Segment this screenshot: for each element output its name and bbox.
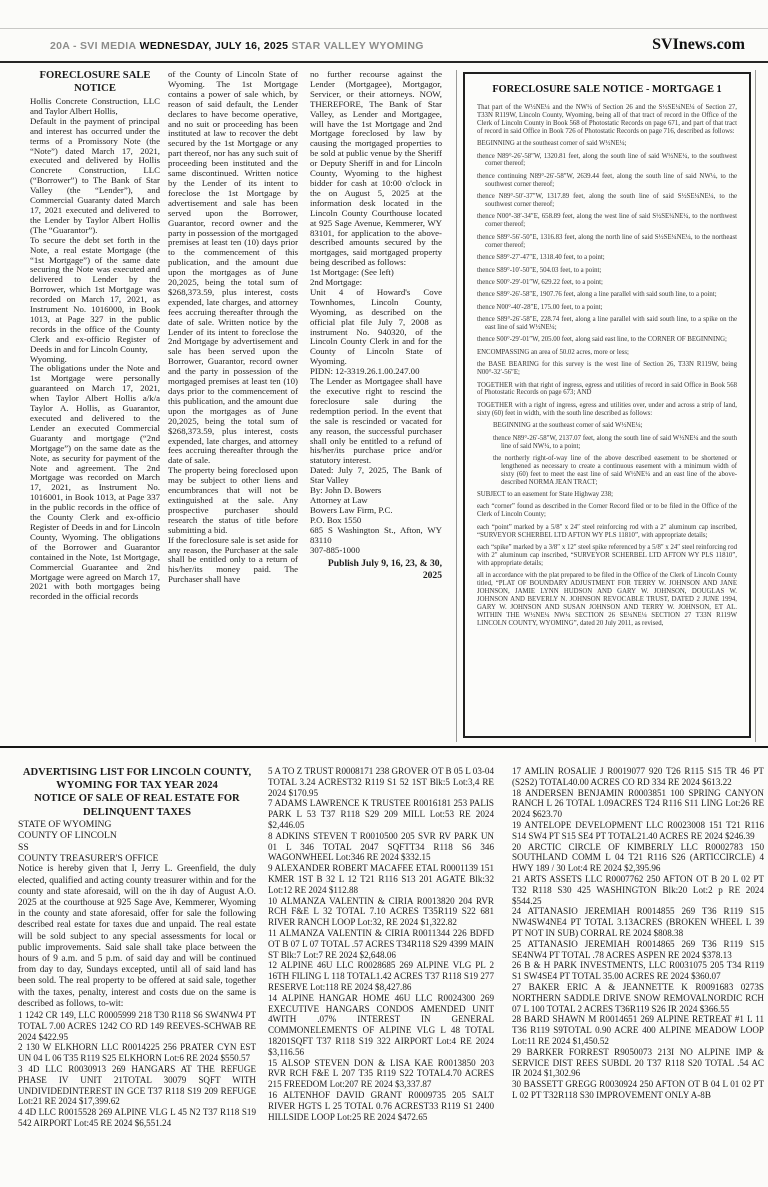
tax-entry: 30 BASSETT GREGG R0030924 250 AFTON OT B 04 L 01 02 PT L 02 PT T32R118 S30 IMPROVEMENT ONLY A-8B (512, 1079, 764, 1100)
notice-paragraph: 1st Mortgage: (See left) (310, 267, 394, 278)
legal-paragraph: each “point” marked by a 5/8″ x 24″ steel reinforcing rod with a 2″ aluminum cap inscribed, “SURVEYOR SCHERBEL LTD AFTON WY PLS 11810”, with appropriate details; (477, 523, 737, 539)
tax-entry: 2 130 W ELKHORN LLC R0014225 256 PRATER CYN EST UN 04 L 06 T35 R119 S25 ELKHORN Lot:6 RE 2024 $550.57 (18, 1042, 256, 1064)
notice-paragraph: To secure the debt set forth in the Note, a real estate Mortgage (the “1st Mortgage”) of the same date securing the Note was executed and delivered to Lender by the Borrower, which 1st Mortgage was recorded on March 17, 2021, as Instrument No. 1016000, in Book 1013, at Page 327 in the public records in the office of the County Clerk and ex-officio Register of Deeds in and for Lincoln County, (30, 234, 160, 354)
legal-paragraph: thence S89°-27′-47″E, 1318.40 feet, to a point; (477, 254, 605, 262)
legal-paragraph: thence S89°-26′-58″E, 228.74 feet, along a line parallel with said south line, to a spike on the east line of said W½NE¼; (477, 316, 737, 332)
notice-paragraph: P.O. Box 1550 (310, 514, 362, 525)
notice-paragraph: The Lender as Mortgagee shall have the executive right to rescind the foreclosure sale during the redemption period. In the event that the sale is rescinded or vacated for any reason, the successful purchaser shall only be entitled to a refund of his/her/its purchase price and/or statutory interest. (310, 376, 442, 466)
mortgage1-box-title: FORECLOSURE SALE NOTICE - MORTGAGE 1 (492, 84, 722, 95)
notice-paragraph: Unit 4 of Howard's Cove Townhomes, Lincoln County, Wyoming, as described on the official plat file July 7, 2008 as instrument No. 940320, of the Lincoln County Clerk in and for the County of Lincoln State of Wyoming. (310, 286, 442, 367)
legal-paragraph: the BASE BEARING for this survey is the west line of Section 26, T33N R119W, being N00°-32′-56″E; (477, 361, 737, 377)
legal-paragraph: thence N89°-50′-37″W, 1317.89 feet, along the south line of said S½SE¼NE¼, to the southwest corner thereof; (477, 193, 737, 209)
notice-paragraph: Hollis Concrete Construction, LLC and Taylor Albert Hollis, (30, 96, 160, 116)
tax-intro-lines (18, 819, 256, 865)
tax-entry: 1 1242 CR 149, LLC R0005999 218 T30 R118 S6 SW4NW4 PT TOTAL 7.00 ACRES 1242 CO RD 149 REEVES-SCHWAB RE 2024 $422.95 (18, 1010, 256, 1042)
foreclosure-title: FORECLOSURE SALE NOTICE (39, 70, 151, 94)
legal-paragraph: That part of the W½NE¼ and the NW¼ of Section 26 and the S½SE¼NE¼ of Section 27, T33N R119W, Lincoln County, Wyoming, being all of that tract of record in the Office of the Clerk of Lincoln County in Book 568 of Photostatic Records on page 671, and part of that tract of record in said Office in Book 726 of Photostatic Records on page 716, described as follows: (477, 104, 737, 135)
tax-heading-line: DELINQUENT TAXES (82, 806, 192, 818)
legal-paragraph: thence S00°-29′-01″W, 205.00 feet, along said east line, to the CORNER OF BEGINNING; (477, 336, 727, 344)
legal-paragraph: the northerly right-of-way line of the above described easement to be shortened or lengthened as necessary to create a continuous easement with a minimum width of sixty (60) feet to meet the east line of said W½NE¼ and an east line of the above-described NORMA JEAN TRACT; (493, 454, 737, 486)
legal-paragraph: each “corner” found as described in the Corner Record filed or to be filed in the Office of the Clerk of Lincoln County; (477, 503, 737, 519)
legal-paragraph: TOGETHER with that right of ingress, egress and utilities of record in said Office in Book 568 of Photostatic Records on page 673; AND (477, 381, 737, 397)
issue-date: WEDNESDAY, JULY 16, 2025 (139, 40, 289, 52)
legal-paragraph: thence N89°-26′-58″W, 1320.81 feet, along the south line of said W½NE¼, to the southwest corner thereof; (477, 152, 737, 168)
tax-heading (18, 766, 256, 819)
notice-paragraph: 307-885-1000 (310, 544, 360, 555)
legal-paragraph: thence S89°-26′-58″E, 1907.76 feet, along a line parallel with said south line, to a point; (477, 291, 717, 299)
tax-entry: 26 B & H PARK INVESTMENTS, LLC R0031075 205 T34 R119 S1 SW4SE4 PT TOTAL 35.00 ACRES RE 2024 $360.07 (512, 960, 764, 982)
tax-intro-line: STATE OF WYOMING (18, 818, 112, 830)
tax-entry: 7 ADAMS LAWRENCE K TRUSTEE R0016181 253 PALIS PARK L 53 T37 R118 S29 209 MILL Lot:53 RE 2024 $2,446.05 (268, 798, 494, 830)
legal-paragraph: thence N89°-26′-58″W, 2137.07 feet, along the south line of said W½NE¼ and the south line of said NW¼, to a point; (493, 434, 737, 450)
tax-entry: 11 ALMANZA VALENTIN & CIRIA R0011344 226 BDFD OT B 07 L 07 TOTAL .57 ACRES T34R118 S29 4399 MAIN ST Blk:7 Lot:7 RE 2024 $2,648.06 (268, 927, 494, 960)
masthead (0, 28, 768, 63)
website-label: SVInews.com (652, 36, 745, 53)
tax-entry: 8 ADKINS STEVEN T R0010500 205 SVR RV PARK UN 01 L 346 TOTAL 2047 SQFTT34 R118 S6 346 WAGONWHEEL Lot:346 RE 2024 $332.15 (268, 830, 494, 863)
legal-paragraph: thence S89°-10′-50″E, 504.03 feet, to a point; (477, 266, 602, 274)
notice-paragraph: The property being foreclosed upon may be subject to other liens and encumbrances that will not be extinguished at the sale. Any prospective purchaser should research the status of title before submitting a bid. (168, 465, 298, 535)
foreclosure-column-2 (168, 70, 298, 746)
notice-paragraph: 685 S Washington St., Afton, WY 83110 (310, 524, 442, 545)
tax-entry: 21 ARTS ASSETS LLC R0007762 250 AFTON OT B 20 L 02 PT T32 R118 S30 425 WASHINGTON Blk:20 Lot:2 p RE 2024 $544.25 (512, 873, 764, 906)
legal-paragraph: thence N00°-38′-34″E, 658.89 feet, along the west line of said S½SE¼NE¼, to the northwest corner thereof; (477, 213, 737, 229)
tax-entry: 20 ARCTIC CIRCLE OF KIMBERLY LLC R0002783 150 SOUTHLAND COMM L 04 T21 R116 S26 (ARTICCIRCLE) 4 HWY 189 / 30 Lot:4 RE 2024 $2,395.96 (512, 841, 764, 874)
legal-paragraph: thence S00°-29′-01″W, 629.22 feet, to a point; (477, 278, 603, 286)
tax-entries-col3 (512, 766, 764, 1101)
legal-paragraph: each “spike” marked by a 3/8″ x 12″ steel spike referenced by a 5/8″ x 24″ steel reinforcing rod with 2″ aluminum cap inscribed, “SURVEYOR SCHERBEL LTD AFTON WY PLS 11810”, with appropriate details; (477, 544, 737, 567)
notice-paragraph: 2nd Mortgage: (310, 277, 363, 288)
legal-paragraph: all in accordance with the plat prepared to be filed in the Office of the Clerk of Lincoln County titled, “PLAT OF BOUNDARY ADJUSTMENT FOR TERRY W. JOHNSON AND JANE JOHNSON, JAMIE LYNN HUDSON AND GARY W. JOHNSON, DOUGLAS W. JOHNSON AND BEVERLY N. JOHNSON REVOCABLE TRUST, DATED 2 JUNE 1994, GARY W. JOHNSON AND SUSAN JOHNSON AND TERRY W. JOHNSON, ET AL. WITHIN THE W½NE¼ NW¼ SECTION 26 SE¼NE¼ SECTION 27 T33N R119W LINCOLN COUNTY, WYOMING”, dated 20 July 2011, as revised, (477, 572, 737, 627)
foreclosure-column-3 (310, 70, 442, 746)
notice-paragraph: Default in the payment of principal and interest has occurred under the terms of a Promissory Note (the “Note”) dated March 17, 2021, executed and delivered by Hollis Concrete Construction, LLC (“Borrower”) to The Bank of Star Valley (the “Lender”), and Commercial Guaranty dated March 17, 2021 executed and delivered to the Lender by Taylor Albert Hollis (The “Guarantor”). (30, 115, 160, 235)
tax-entry: 14 ALPINE HANGAR HOME 46U LLC R0024300 269 EXECUTIVE HANGARS CONDOS AMENDED UNIT 4WITH .07% INTEREST IN GENERAL COMMONELEMENTS OF ALPINE VLG L 48 TOTAL 18201SQFT T37 R118 S19 322 AIRPORT Lot:4 RE 2024 $3,116.56 (268, 992, 494, 1057)
legal-paragraph: ENCOMPASSING an area of 50.02 acres, more or less; (477, 348, 629, 356)
notice-paragraph: If the foreclosure sale is set aside for any reason, the Purchaser at the sale shall be entitled only to a return of his/her/its money paid. The Purchaser shall have (168, 534, 298, 585)
notice-paragraph: By: John D. Bowers (310, 485, 382, 496)
masthead-left (50, 40, 424, 52)
tax-entry: 24 ATTANASIO JEREMIAH R0014855 269 T36 R119 S15 NW4SW4NE4 PT TOTAL 3.13ACRES (BROKEN WHEEL L 39 PT NOT IN SUB) CORRAL RE 2024 $808.38 (512, 906, 764, 938)
tax-heading-line: ADVERTISING LIST FOR LINCOLN COUNTY, (22, 767, 252, 778)
notice-paragraph: Attorney at Law (310, 494, 368, 505)
notice-paragraph: no further recourse against the Lender (Mortgagee), Mortgagor, Servicer, or their attorneys. NOW, THEREFORE, The Bank of Star Valley, as Lender and Mortgagee, will have the 1st Mortgage and 2nd Mortgage foreclosed by law by causing the mortgaged properties to be sold at public venue by the Sheriff or Deputy Sheriff in and for Lincoln County, Wyoming to the highest bidder for cash at 10:00 o'clock in the on August 5, 2025 at the information desk located in the Lincoln County Courthouse located at 925 Sage Avenue, Kemmerer, WY 83101, for application to the above- described amounts secured by the mortgages, said mortgaged property being described as follows: (310, 70, 442, 268)
notice-paragraph: The obligations under the Note and 1st Mortgage were personally guaranteed on March 17, 2021, when Taylor Albert Hollis a/k/a Taylor A. Hollis, as Guarantor, executed and delivered to the Lender an executed Commercial Guaranty and mortgage (“2nd Mortgage”) on the same date as the Note, as security for payment of the Note and agreement. The 2nd Mortgage was recorded on March 17, 2021, as Instrument No. 1016001, in Book 1013, at Page 337 in the public records in the office of the County Clerk and ex-officio Register of Deeds in and for Lincoln County, Wyoming. The obligations of the Borrower and Guarantor contained in the Note, 1st Mortgage, Commercial Guarantee and 2nd Mortgage were agreed on March 17, 2021 with both mortgages being recorded in the official records (30, 363, 160, 602)
notice-paragraph: Wyoming. (30, 353, 67, 364)
mortgage1-paragraphs (477, 104, 737, 628)
tax-entry: 29 BARKER FORREST R9050073 213I NO ALPINE IMP & SERVICE DIST REES SUBDL 20 T37 R118 S20 TOTAL .54 AC IR 2024 $1,302.96 (512, 1046, 764, 1079)
tax-column-1 (18, 766, 256, 1181)
page-number-label: 20A - SVI MEDIA (50, 40, 137, 52)
tax-intro-line: COUNTY OF LINCOLN (18, 830, 117, 842)
tax-entry: 9 ALEXANDER ROBERT MACAFEE ETAL R0001139 151 KMER 1ST B 32 L 12 T21 R116 S13 201 AGATE Blk:32 Lot:12 RE 2024 $112.88 (268, 863, 494, 895)
tax-entry: 15 ALSOP STEVEN DON & LISA KAE R0013850 203 RVR RCH F&E L 207 T35 R119 S22 TOTAL4.70 ACRES 215 FREEDOM Lot:207 RE 2024 $3,337.87 (268, 1057, 494, 1090)
tax-entry: 12 ALPINE 46U LLC R0028685 269 ALPINE VLG PL 2 16TH FILING L 118 TOTAL1.42 ACRES T37 R118 S19 277 RESERVE Lot:118 RE 2024 $8,427.86 (268, 960, 494, 992)
region-label: STAR VALLEY WYOMING (291, 40, 424, 52)
tax-column-2 (268, 766, 494, 1181)
tax-entry: 10 ALMANZA VALENTIN & CIRIA R0013820 204 RVR RCH F&E L 32 TOTAL 7.10 ACRES T35R119 S22 681 RIVER RANCH LOOP Lot:32, RE 2024 $1,322.82 (268, 895, 494, 928)
section-divider (0, 746, 768, 748)
tax-intro-line: COUNTY TREASURER'S OFFICE (18, 853, 159, 865)
tax-entry: 19 ANTELOPE DEVELOPMENT LLC R0023008 151 T21 R116 S14 SW4 PT S15 SE4 PT TOTAL21.40 ACRES RE 2024 $246.39 (512, 819, 764, 841)
notice-paragraph: Bowers Law Firm, P.C. (310, 504, 393, 515)
tax-heading-line: NOTICE OF SALE OF REAL ESTATE FOR (34, 793, 240, 805)
notice-paragraph: PIDN: 12-3319.26.1.00.247.00 (310, 366, 420, 377)
tax-entry: 4 4D LLC R0015528 269 ALPINE VLG L 45 N2 T37 R118 S19 542 AIRPORT Lot:45 RE 2024 $6,551.24 (18, 1107, 256, 1129)
column-rule-left (456, 70, 457, 742)
legal-paragraph: thence S89°-56′-50″E, 1316.83 feet, along the north line of said S½SE¼NE¼, to the northeast corner thereof; (477, 233, 737, 249)
publish-dates: Publish July 9, 16, 23, & 30, 2025 (327, 558, 442, 581)
notice-paragraph: Dated: July 7, 2025, The Bank of Star Valley (310, 465, 442, 486)
legal-paragraph: SUBJECT to an easement for State Highway 238; (477, 491, 613, 499)
tax-column-3 (512, 766, 764, 1181)
legal-paragraph: BEGINNING at the southeast corner of said W½NE¼; (493, 422, 643, 430)
tax-entry: 18 ANDERSEN BENJAMIN R0003851 100 SPRING CANYON RANCH L 26 TOTAL 1.09ACRES T24 R116 S11 LING Lot:26 RE 2024 $623.70 (512, 787, 764, 820)
foreclosure-column-1 (30, 70, 160, 746)
legal-paragraph: thence N00°-40′-28″E, 175.00 feet, to a point; (477, 303, 603, 311)
tax-entries-col2 (268, 766, 494, 1122)
tax-heading-line: WYOMING FOR TAX YEAR 2024 (56, 780, 218, 792)
foreclosure-col1-paragraphs (30, 97, 160, 602)
notice-paragraph: of the County of Lincoln State of Wyoming. The 1st Mortgage contains a power of sale which, by reason of said default, the Lender declares to have become operative, and no suit or proceeding has been instituted at law to recover the debt secured by the 1st Mortgage or any part thereof, nor has any such suit of proceeding been instituted and the same discontinued. Written notice by the Lender of its intent to foreclose the 1st Mortgage by advertisement and sale has been served upon the Borrower, Guarantor, record owner and the party in possession of the mortgaged premises at least ten (10) days prior to the commencement of this publication, and the amount due upon the mortgages as of June 20,2025, being the total sum of $268,373.59, plus interest, costs expended, late charges, and attorney fees accruing thereafter through the date of sale. Written notice by the Lender of its intent to foreclose the 2nd Mortgage by advertisement and sale has been served upon the Borrower, Guarantor, record owner and the party in possession of the mortgaged premises at least ten (10) days prior to the commencement of this publication, and the amount due upon the mortgages as of June 20,2025, being the total sum of $268,373.59, plus interest, costs expended, late charges, and attorney fees accruing thereafter through the date of sale. (168, 70, 298, 466)
legal-paragraph: thence continuing N89°-26′-58″W, 2639.44 feet, along the south line of said NW¼, to the southwest corner thereof; (477, 172, 737, 188)
tax-entry: 28 BARD SHAWN M R0014651 269 ALPINE RETREAT #1 L 11 T36 R119 S9TOTAL 0.90 ACRE 400 ALPINE MEADOW LOOP Lot:11 RE 2024 $1,450.52 (512, 1014, 764, 1046)
tax-entry: 27 BAKER ERIC A & JEANNETTE K R0091683 0273S NORTHERN SADDLE DRIVE SNOW REMOVALNORDIC RCH 07 L 100 TOTAL 2 ACRES T36R119 S26 IR 2024 $366.55 (512, 981, 764, 1014)
foreclosure-col2-paragraphs (168, 70, 298, 585)
tax-entry: 16 ALTENHOF DAVID GRANT R0009735 205 SALT RIVER HGTS L 25 TOTAL 0.76 ACREST33 R119 S1 2400 HILLSIDE LOOP Lot:25 RE 2024 $472.65 (268, 1089, 494, 1122)
tax-entry: 25 ATTANASIO JEREMIAH R0014865 269 T36 R119 S15 SE4NW4 PT TOTAL .78 ACRES ASPEN RE 2024 $378.13 (512, 938, 764, 960)
column-rule-right (755, 70, 756, 742)
foreclosure-col3-paragraphs (310, 70, 442, 555)
legal-paragraph: BEGINNING at the southeast corner of said W½NE¼; (477, 140, 627, 148)
tax-entry: 5 A TO Z TRUST R0008171 238 GROVER OT B 05 L 03-04 TOTAL 3.24 ACREST32 R119 S1 52 1ST Blk:5 Lot:3,4 RE 2024 $170.95 (268, 766, 494, 798)
treasurer-notice-paragraph: Notice is hereby given that I, Jerry L. Greenfield, the duly elected, qualified and acting county treasurer within and for the county and state aforesaid, will on the ih day of August A.O. 2025 at the courthouse at 925 Sage Ave, Kemmerer, Wyoming in the county and state aforesaid, offer for sale the following described real estate for taxes due and unpaid. The real estate will be sold subject to any special assessments for local or public improvements. Said sale shall take place between the hours of 9 a.m. and 5 p.m. of said day and will be continued from day to day, Sundays excepted, until all of said land has been sold. The real property to be offered at said sale, together with the taxes, penalty, interest and costs due on the same is described as follows, to-wit: (18, 864, 256, 1009)
tax-entries-col1 (18, 1010, 256, 1129)
mortgage1-legal-box (463, 72, 751, 738)
legal-paragraph: TOGETHER with a right of ingress, egress and utilities over, under and across a strip of land, sixty (60) feet in width, with the south line described as follows: (477, 401, 737, 417)
tax-entry: 17 AMLIN ROSALIE J R0019077 920 T26 R115 S15 TR 46 PT (S2S2) TOTAL40.00 ACRES CO RD 334 RE 2024 $613.22 (512, 766, 764, 787)
tax-entry: 3 4D LLC R0030913 269 HANGARS AT THE REFUGE PHASE IV UNIT 21TOTAL 30079 SQFT WITH UNDIVIDEDINTEREST IN GCE T37 R118 S19 209 REFUGE Lot:21 RE 2024 $17,399.62 (18, 1064, 256, 1107)
tax-intro-line: SS (18, 841, 29, 853)
